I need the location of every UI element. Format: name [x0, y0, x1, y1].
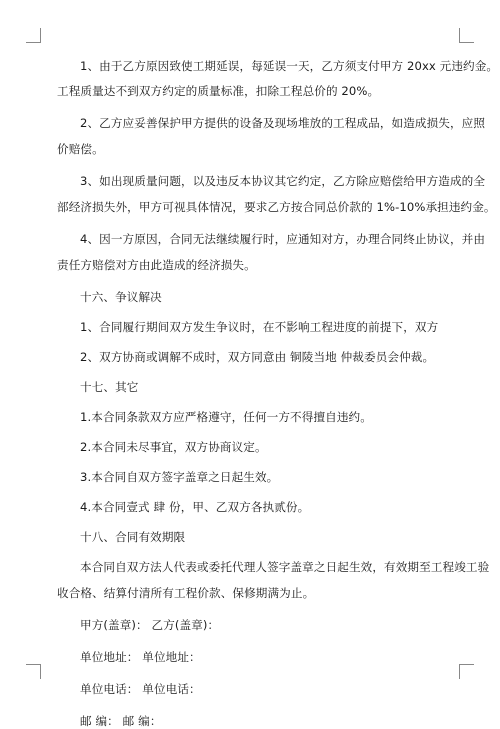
page-corner-mark [459, 664, 474, 679]
signature-postcode-line: 邮 编： 邮 编： [80, 714, 162, 728]
validity-line-2: 收合格、结算付清所有工程价款、保修期满为止。 [57, 586, 315, 600]
section-heading-16: 十六、争议解决 [80, 290, 162, 304]
other-item-4: 4.本合同壹式 肆 份，甲、乙双方各执贰份。 [80, 500, 310, 514]
signature-phone-line: 单位电话： 单位电话： [80, 682, 201, 696]
other-item-1: 1.本合同条款双方应严格遵守，任何一方不得擅自违约。 [80, 410, 372, 424]
clause-1-line-2: 工程质量达不到双方约定的质量标准，扣除工程总价的 20%。 [57, 84, 380, 98]
other-item-2: 2.本合同未尽事宜，双方协商议定。 [80, 440, 267, 454]
clause-2-line-1: 2、乙方应妥善保护甲方提供的设备及现场堆放的工程成品，如造成损失，应照 [80, 116, 486, 130]
page-corner-mark [26, 664, 41, 679]
validity-line-1: 本合同自双方法人代表或委托代理人签字盖章之日起生效，有效期至工程竣工验 [80, 560, 490, 574]
section-heading-17: 十七、其它 [80, 380, 139, 394]
clause-1-line-1: 1、由于乙方原因致使工期延误，每延误一天，乙方须支付甲方 20xx 元违约金。 [80, 59, 499, 73]
signature-address-line: 单位地址： 单位地址： [80, 650, 201, 664]
dispute-item-1: 1、合同履行期间双方发生争议时，在不影响工程进度的前提下，双方 [80, 320, 439, 334]
clause-4-line-1: 4、因一方原因，合同无法继续履行时，应通知对方，办理合同终止协议，并由 [80, 232, 486, 246]
clause-3-line-1: 3、如出现质量问题，以及违反本协议其它约定，乙方除应赔偿给甲方造成的全 [80, 174, 486, 188]
clause-4-line-2: 责任方赔偿对方由此造成的经济损失。 [57, 258, 256, 272]
page-corner-mark [459, 28, 474, 43]
other-item-3: 3.本合同自双方签字盖章之日起生效。 [80, 470, 279, 484]
signature-party-line: 甲方(盖章)： 乙方(盖章)： [80, 618, 220, 632]
section-heading-18: 十八、合同有效期限 [80, 530, 186, 544]
clause-3-line-2: 部经济损失外，甲方可视具体情况，要求乙方按合同总价款的 1%-10%承担违约金。 [57, 200, 496, 214]
document-body [57, 58, 499, 729]
dispute-item-2: 2、双方协商或调解不成时，双方同意由 铜陵当地 仲裁委员会仲裁。 [80, 350, 435, 364]
clause-2-line-2: 价赔偿。 [57, 142, 104, 156]
page-corner-mark [26, 28, 41, 43]
